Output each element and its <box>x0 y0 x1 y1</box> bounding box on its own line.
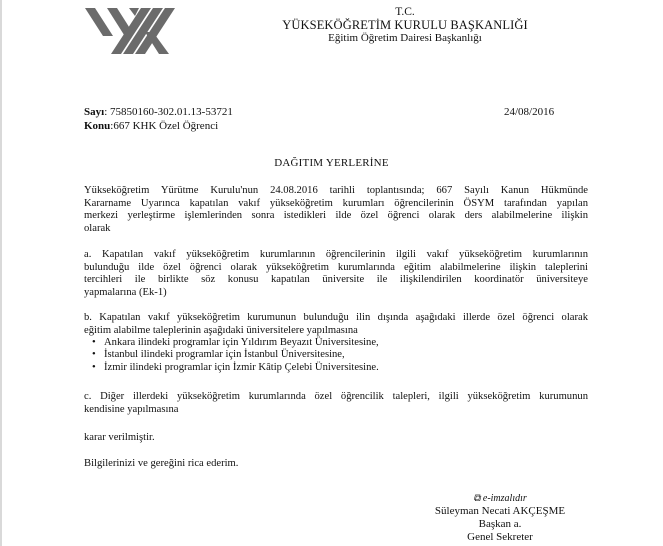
item-c-paragraph <box>84 391 588 416</box>
item-a-line: a. Kapatılan vakıf yükseköğretim kurumlarının öğrencilerinin ilgili vakıf yükseköğretim kurumlarının <box>84 249 588 260</box>
signer-name: Süleyman Necati AKÇEŞME <box>434 505 566 517</box>
number-label: Sayı <box>84 106 105 118</box>
item-c-line: c. Diğer illerdeki yükseköğretim kurumlarında özel öğrencilik talepleri, ilgili yükseköğretim kurumunun <box>84 391 588 402</box>
esign-text: e-imzalıdır <box>482 493 527 504</box>
intro-line: olarak <box>84 222 111 234</box>
yok-logo <box>83 6 179 56</box>
subject-label: Konu <box>84 120 111 132</box>
signer-role: Başkan a. <box>478 518 522 530</box>
decision-line: karar verilmiştir. <box>84 432 155 443</box>
closing-line: Bilgilerinizi ve gereğini rica ederim. <box>84 458 239 469</box>
item-a-line: bulunduğu ilde özel öğrenci olarak yükseköğretim kurumlarında eğitim alabilmelerine ilişkin taleplerini <box>84 261 588 273</box>
country-label: T.C. <box>395 6 415 18</box>
item-a-line: yapmalarına (Ek-1) <box>84 286 167 298</box>
university-list <box>92 337 379 374</box>
document-subject <box>84 120 218 133</box>
document-number <box>84 106 233 119</box>
scan-edge <box>0 0 2 546</box>
item-b-line: eğitim alabilme taleplerinin aşağıdaki üniversitelere yapılmasına <box>84 324 358 336</box>
letterhead <box>250 6 560 45</box>
item-b-paragraph <box>84 312 588 337</box>
intro-line: merkezi yerleştirme işlemlerinden sonra istedikleri ilde özel öğrenci olarak ders alabilmelerine ilişkin <box>84 210 588 221</box>
department-name: Eğitim Öğretim Dairesi Başkanlığı <box>328 32 482 44</box>
esign-label <box>430 492 570 505</box>
signature-block <box>430 492 570 544</box>
institution-name: YÜKSEKÖĞRETİM KURULU BAŞKANLIĞI <box>282 18 528 32</box>
number-value: : 75850160-302.01.13-53721 <box>104 106 233 118</box>
signer-title: Genel Sekreter <box>467 531 533 543</box>
item-b-line: b. Kapatılan vakıf yükseköğretim kurumunun bulunduğu ilin dışında aşağıdaki illerde özel öğrenci olarak <box>84 312 588 323</box>
distribution-title: DAĞITIM YERLERİNE <box>274 157 389 169</box>
item-a-line: tercihleri ile birlikte söz konusu kapatılan üniversite ile ilişkilendirilen koordinatör üniversiteye <box>84 274 588 285</box>
intro-line: Yükseköğretim Yürütme Kurulu'nun 24.08.2016 tarihli toplantısında; 667 Sayılı Kanun Hükmünde <box>84 185 588 196</box>
list-item: • Ankara ilindeki programlar için Yıldırım Beyazıt Üniversitesine, <box>92 337 379 349</box>
document-date: 24/08/2016 <box>504 106 555 118</box>
list-item: • İzmir ilindeki programlar için İzmir Kâtip Çelebi Üniversitesine. <box>92 362 379 374</box>
intro-paragraph <box>84 185 588 235</box>
item-c-line: kendisine yapılmasına <box>84 403 179 415</box>
item-a-paragraph <box>84 249 588 299</box>
subject-value: :667 KHK Özel Öğrenci <box>110 120 219 132</box>
esign-icon: ⧉ <box>473 493 481 504</box>
intro-line: Kararname Uyarınca kapatılan vakıf yükseköğretim kurumları öğrencilerinin ÖSYM tarafından yapılan <box>84 197 588 209</box>
list-item: • İstanbul ilindeki programlar için İstanbul Üniversitesine, <box>92 349 379 361</box>
